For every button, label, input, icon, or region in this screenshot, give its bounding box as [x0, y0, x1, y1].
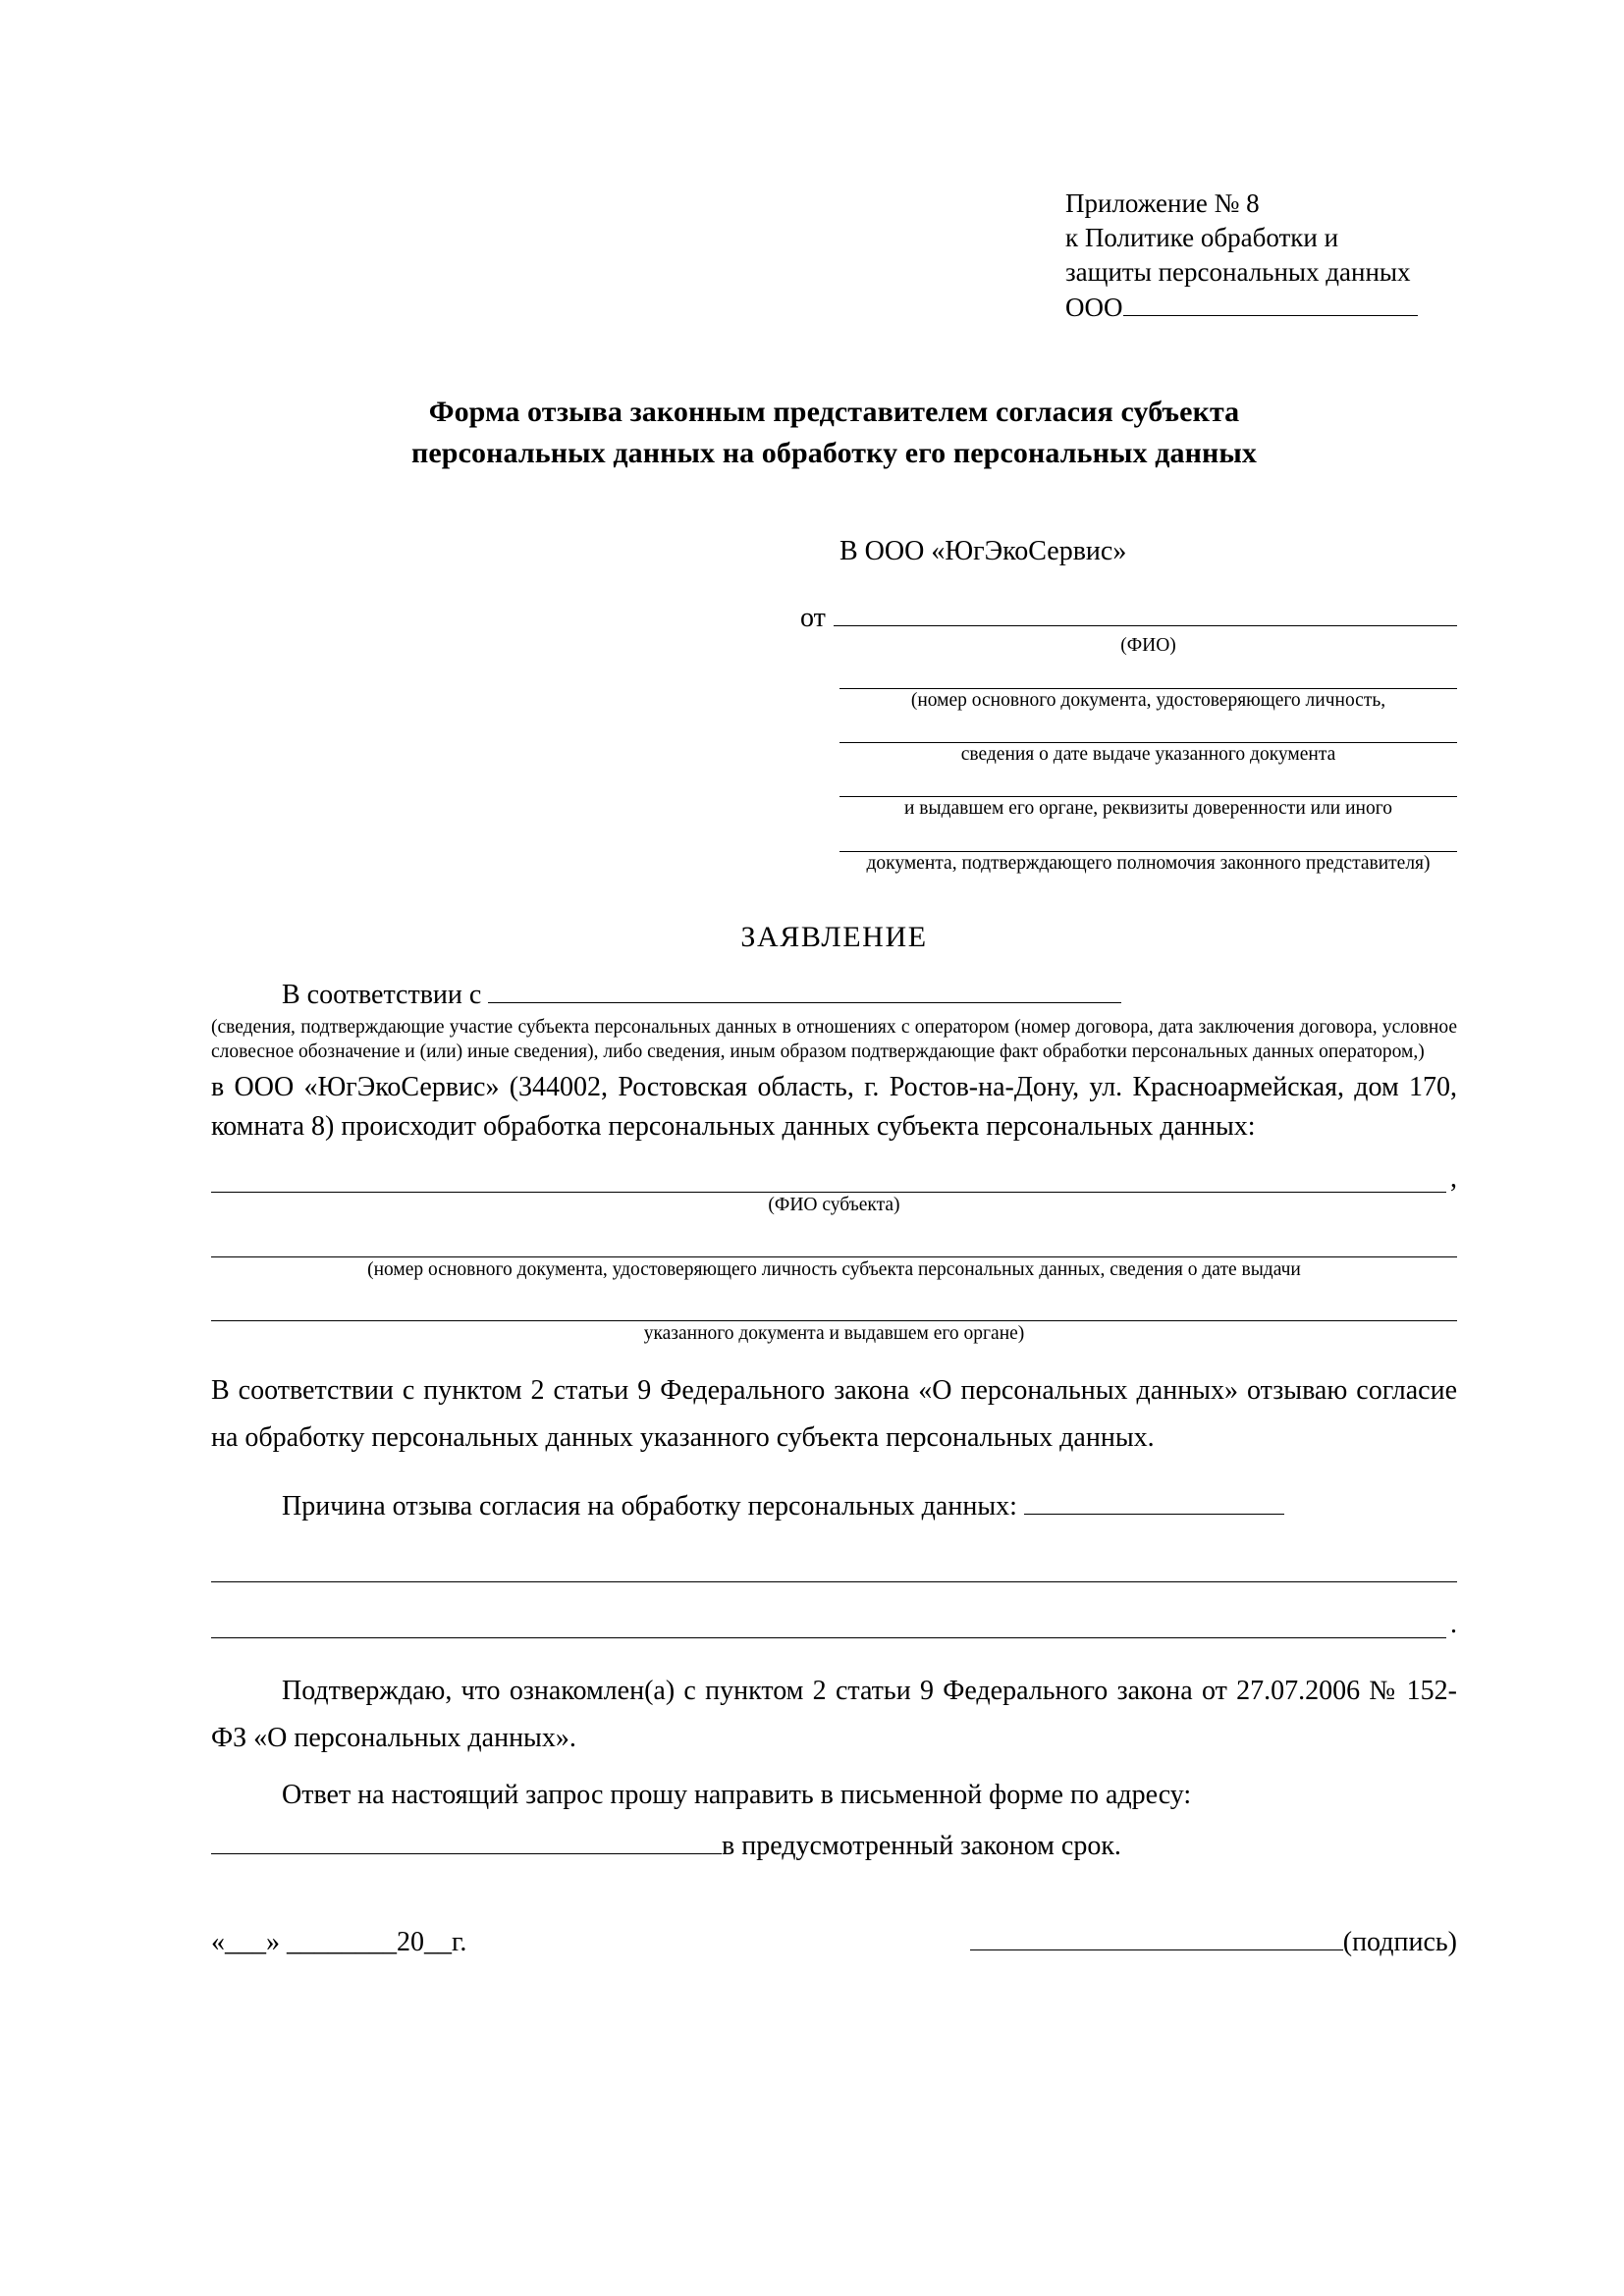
subject-doc-caption-2: указанного документа и выдавшем его органе): [643, 1322, 1025, 1344]
org-paragraph: в ООО «ЮгЭкоСервис» (344002, Ростовская область, г. Ростов-на-Дону, ул. Красноармейская, дом 170, комната 8) происходит обработка персональных данных субъекта персональных данных:: [211, 1072, 1457, 1143]
subject-doc-blank-2: [211, 1291, 1457, 1321]
doc-number-blank: [839, 659, 1457, 689]
doc-authority-blank: [839, 822, 1457, 852]
doc-organ-row: [839, 767, 1457, 821]
intro-row: [211, 976, 1457, 1015]
date-line: «___» ________20__г.: [211, 1926, 467, 1957]
addressee-organization: В ООО «ЮгЭкоСервис»: [839, 536, 1127, 567]
reason-row: [211, 1487, 1457, 1526]
reply-address-row: [211, 1827, 1457, 1866]
fio-caption: (ФИО): [1120, 635, 1176, 657]
appendix-company-label: ООО: [1065, 293, 1123, 323]
subject-fio-comma: ,: [1450, 1162, 1457, 1194]
intro-caption: (сведения, подтверждающие участие субъекта персональных данных в отношениях с оператором (номер договора, дата заключения договора, условное словесное обозначение и (или) иные сведения), либо сведения, иным образом подтверждающие факт обработки персональных данных оператором,): [211, 1016, 1457, 1063]
from-row: [800, 603, 1457, 634]
intro-label: В соответствии с: [282, 980, 482, 1011]
intro-blank: [488, 981, 1121, 1003]
reason-label: Причина отзыва согласия на обработку персональных данных:: [282, 1491, 1017, 1522]
reply-address-tail: в предусмотренный законом срок.: [722, 1831, 1121, 1862]
page-title: [211, 392, 1457, 473]
reply-paragraph: Ответ на настоящий запрос прошу направить в письменной форме по адресу:: [282, 1780, 1192, 1811]
from-label: от: [800, 603, 826, 634]
addressee-block: [839, 536, 1457, 567]
doc-organ-caption: и выдавшем его органе, реквизиты доверенности или иного: [903, 798, 1392, 820]
appendix-line-3: защиты персональных данных: [1065, 257, 1411, 288]
reason-blank-3-row: [211, 1604, 1457, 1638]
appendix-company-row: [1065, 290, 1457, 325]
page-title-line-2: персональных данных на обработку его персональных данных: [410, 436, 1257, 469]
reason-period: .: [1450, 1609, 1457, 1640]
law-paragraph: В соответствии с пунктом 2 статьи 9 Федерального закона «О персональных данных» отзываю согласие на обработку персональных данных указанного субъекта персональных данных.: [211, 1375, 1457, 1454]
appendix-reference: [1065, 187, 1457, 325]
fio-caption-row: [839, 634, 1457, 658]
doc-number-caption: (номер основного документа, удостоверяющего личность,: [910, 689, 1386, 711]
subject-fio-row: [211, 1158, 1457, 1193]
subject-doc-blank: [211, 1227, 1457, 1257]
appendix-line-1: Приложение № 8: [1065, 188, 1260, 218]
appendix-line-2: к Политике обработки и: [1065, 223, 1339, 253]
doc-date-caption: сведения о дате выдаче указанного документа: [960, 743, 1336, 765]
confirm-paragraph: Подтверждаю, что ознакомлен(а) с пунктом 2 статьи 9 Федерального закона от 27.07.2006 № 152-ФЗ «О персональных данных».: [211, 1676, 1457, 1754]
statement-body: [211, 976, 1457, 1958]
doc-number-row: [839, 659, 1457, 713]
doc-organ-blank: [839, 767, 1457, 797]
signature-row: [211, 1927, 1457, 1958]
subject-fio-blank: [211, 1158, 1446, 1193]
from-blank: [834, 604, 1457, 626]
doc-date-row: [839, 713, 1457, 767]
reason-blank-3: [211, 1604, 1446, 1638]
signature-caption: (подпись): [1342, 1926, 1457, 1957]
statement-heading: ЗАЯВЛЕНИЕ: [740, 921, 928, 954]
reason-blank-2: [211, 1548, 1457, 1582]
reason-blank-1: [1024, 1492, 1284, 1515]
doc-date-blank: [839, 713, 1457, 743]
page-title-line-1: Форма отзыва законным представителем согласия субъекта: [428, 396, 1240, 429]
reply-address-blank: [211, 1832, 722, 1854]
signature-blank: [970, 1928, 1343, 1950]
appendix-company-blank: [1123, 290, 1418, 316]
doc-authority-row: [839, 822, 1457, 876]
doc-authority-caption: документа, подтверждающего полномочия законного представителя): [866, 852, 1431, 874]
subject-fio-caption: (ФИО субъекта): [768, 1194, 900, 1215]
subject-doc-caption: (номер основного документа, удостоверяющего личность субъекта персональных данных, сведения о дате выдачи: [367, 1259, 1301, 1281]
